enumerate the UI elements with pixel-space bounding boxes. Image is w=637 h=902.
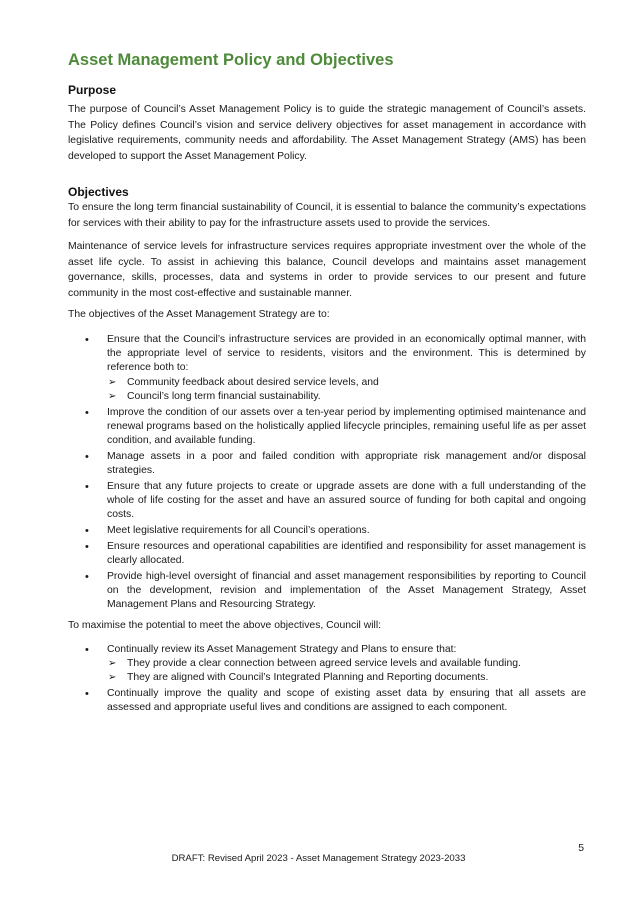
sub-list-item [107, 390, 586, 404]
list-item [68, 480, 586, 523]
bullet-icon: • [85, 525, 89, 538]
objectives-paragraph-1: To ensure the long term financial sustainability of Council, it is essential to balance the community’s expectations for services with their ability to pay for the infrastructure assets used to provide the services. [68, 202, 586, 229]
bullet-icon: • [85, 570, 89, 583]
bullet-icon: • [85, 540, 89, 553]
list-item-text: Ensure that the Council’s infrastructure services are provided in an economically optimal manner, with the appropriate level of service to residents, visitors and the environment. This is determined by reference both to: [107, 334, 586, 374]
list-item-text: Provide high-level oversight of financial and asset management responsibilities by reporting to Council on the development, revision and implementation of the Asset Management Strategy, Asset Management Plans and Resourcing Strategy. [107, 570, 586, 611]
council-actions-list [68, 643, 586, 717]
list-item [68, 687, 586, 715]
purpose-heading: Purpose [68, 83, 117, 97]
sub-list-item [107, 657, 586, 671]
bullet-icon: • [85, 688, 89, 701]
objectives-intro: The objectives of the Asset Management Strategy are to: [68, 309, 330, 320]
list-item [68, 450, 586, 478]
list-item [68, 643, 586, 686]
objectives-heading: Objectives [68, 185, 129, 199]
sub-list [107, 376, 586, 404]
page-number: 5 [578, 843, 584, 854]
arrow-bullet-icon: ➢ [108, 390, 117, 402]
bullet-icon: • [85, 480, 89, 493]
sub-list [107, 657, 586, 685]
list-item [68, 540, 586, 568]
page-title: Asset Management Policy and Objectives [68, 51, 394, 69]
objectives-paragraph-2: Maintenance of service levels for infrastructure services requires appropriate investment over the whole of the asset life cycle. To assist in achieving this balance, Council develops and maintains asset management governance, skills, processes, data and systems in order to provide services to our present and future community in the most cost-effective and sustainable manner. [68, 241, 586, 299]
list-item [68, 406, 586, 449]
list-item-text: Manage assets in a poor and failed condition with appropriate risk management and/or disposal strategies. [107, 450, 586, 477]
sub-list-item [107, 376, 586, 390]
bullet-icon: • [85, 334, 89, 346]
sub-list-item-text: Council’s long term financial sustainability. [127, 390, 321, 402]
list-item-text: Meet legislative requirements for all Council’s operations. [107, 525, 370, 537]
page-footer: DRAFT: Revised April 2023 - Asset Management Strategy 2023-2033 [171, 853, 466, 864]
list-item [68, 333, 586, 404]
list-item-text: Ensure that any future projects to create or upgrade assets are done with a full understanding of the whole of life costing for the asset and have an assured source of funding for both capital and ongoing costs. [107, 480, 586, 521]
purpose-paragraph: The purpose of Council’s Asset Management Policy is to guide the strategic management of Council’s assets. The Policy defines Council’s vision and service delivery objectives for asset management in accordance with legislative requirements, community needs and affordability. The Asset Management Strategy (AMS) has been developed to support the Asset Management Policy. [68, 104, 586, 162]
arrow-bullet-icon: ➢ [108, 658, 117, 670]
objectives-list [68, 333, 586, 614]
sub-list-item-text: They provide a clear connection between agreed service levels and available funding. [127, 658, 521, 670]
sub-list-item-text: They are aligned with Council’s Integrated Planning and Reporting documents. [127, 672, 489, 684]
sub-list-item [107, 671, 586, 685]
list-item [68, 524, 586, 538]
list-item-text: Continually review its Asset Management Strategy and Plans to ensure that: [107, 644, 457, 655]
bullet-icon: • [85, 406, 89, 419]
arrow-bullet-icon: ➢ [108, 672, 117, 684]
list-item-text: Improve the condition of our assets over a ten-year period by implementing optimised maintenance and renewal programs based on the holistically applied lifecycle principles, remaining useful life as per asset condition, and available funding. [107, 406, 586, 447]
list-item-text: Continually improve the quality and scope of existing asset data by ensuring that all assets are assessed and appropriate useful lives and conditions are assigned to each component. [107, 688, 586, 714]
list-item-text: Ensure resources and operational capabilities are identified and responsibility for asset management is clearly allocated. [107, 540, 586, 567]
bullet-icon: • [85, 450, 89, 463]
arrow-bullet-icon: ➢ [108, 376, 117, 388]
council-intro: To maximise the potential to meet the above objectives, Council will: [68, 620, 382, 631]
list-item [68, 570, 586, 613]
sub-list-item-text: Community feedback about desired service levels, and [127, 376, 379, 388]
bullet-icon: • [85, 644, 89, 656]
